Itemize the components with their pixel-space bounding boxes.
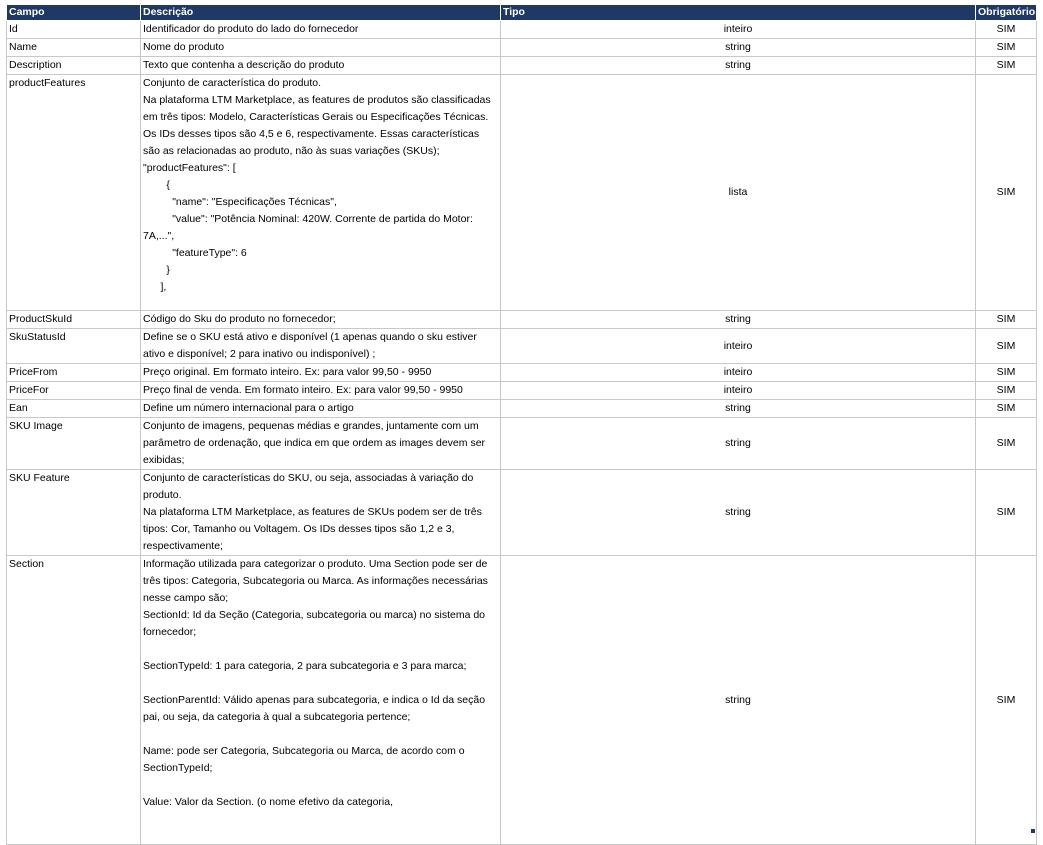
cell-descricao[interactable]: Texto que contenha a descrição do produto xyxy=(141,57,501,75)
table-row xyxy=(7,382,1037,400)
header-obrigatorio[interactable]: Obrigatório xyxy=(976,5,1037,21)
cell-descricao[interactable]: Informação utilizada para categorizar o produto. Uma Section pode ser de três tipos: Categoria, Subcategoria ou Marca. As informações necessárias nesse campo são; SectionId: Id da Seção (Categoria, subcategoria ou marca) no sistema do fornecedor; SectionTypeId: 1 para categoria, 2 para subcategoria e 3 para marca; SectionParentId: Válido apenas para subcategoria, e indica o Id da seção pai, ou seja, da categoria à qual a subcategoria pertence; Name: pode ser Categoria, Subcategoria ou Marca, de acordo com o SectionTypeId; Value: Valor da Section. (o nome efetivo da categoria, xyxy=(141,556,501,845)
table-row xyxy=(7,418,1037,470)
resize-handle[interactable] xyxy=(1031,829,1035,833)
cell-obrigatorio[interactable]: SIM xyxy=(976,418,1037,470)
table-row xyxy=(7,39,1037,57)
cell-descricao[interactable]: Nome do produto xyxy=(141,39,501,57)
cell-descricao[interactable]: Código do Sku do produto no fornecedor; xyxy=(141,311,501,329)
cell-descricao[interactable]: Preço final de venda. Em formato inteiro. Ex: para valor 99,50 - 9950 xyxy=(141,382,501,400)
table-row xyxy=(7,57,1037,75)
cell-tipo[interactable]: string xyxy=(501,311,976,329)
cell-campo[interactable]: SKU Image xyxy=(7,418,141,470)
cell-obrigatorio[interactable]: SIM xyxy=(976,311,1037,329)
cell-campo[interactable]: PriceFor xyxy=(7,382,141,400)
cell-tipo[interactable]: string xyxy=(501,418,976,470)
cell-tipo[interactable]: string xyxy=(501,556,976,845)
cell-tipo[interactable]: string xyxy=(501,400,976,418)
cell-campo[interactable]: Description xyxy=(7,57,141,75)
table-row xyxy=(7,556,1037,845)
cell-descricao[interactable]: Identificador do produto do lado do fornecedor xyxy=(141,21,501,39)
cell-obrigatorio[interactable]: SIM xyxy=(976,556,1037,845)
cell-tipo[interactable]: inteiro xyxy=(501,364,976,382)
cell-descricao[interactable]: Conjunto de características do SKU, ou seja, associadas à variação do produto. Na plataforma LTM Marketplace, as features de SKUs podem ser de três tipos: Cor, Tamanho ou Voltagem. Os IDs desses tipos são 1,2 e 3, respectivamente; xyxy=(141,470,501,556)
cell-descricao[interactable]: Define se o SKU está ativo e disponível (1 apenas quando o sku estiver ativo e disponível; 2 para inativo ou indisponível) ; xyxy=(141,329,501,364)
header-descricao[interactable]: Descrição xyxy=(141,5,501,21)
fields-table xyxy=(6,4,1037,845)
table-row xyxy=(7,329,1037,364)
cell-campo[interactable]: Name xyxy=(7,39,141,57)
cell-campo[interactable]: Ean xyxy=(7,400,141,418)
table-row xyxy=(7,400,1037,418)
header-campo[interactable]: Campo xyxy=(7,5,141,21)
cell-tipo[interactable]: inteiro xyxy=(501,21,976,39)
cell-campo[interactable]: productFeatures xyxy=(7,75,141,311)
cell-campo[interactable]: PriceFrom xyxy=(7,364,141,382)
cell-tipo[interactable]: string xyxy=(501,57,976,75)
cell-obrigatorio[interactable]: SIM xyxy=(976,470,1037,556)
table-row xyxy=(7,311,1037,329)
header-tipo[interactable]: Tipo xyxy=(501,5,976,21)
table-row xyxy=(7,75,1037,311)
cell-obrigatorio[interactable]: SIM xyxy=(976,57,1037,75)
cell-campo[interactable]: Section xyxy=(7,556,141,845)
header-row xyxy=(7,5,1037,21)
cell-obrigatorio[interactable]: SIM xyxy=(976,364,1037,382)
cell-obrigatorio[interactable]: SIM xyxy=(976,39,1037,57)
table-row xyxy=(7,364,1037,382)
cell-tipo[interactable]: inteiro xyxy=(501,329,976,364)
spreadsheet xyxy=(6,4,1036,845)
cell-campo[interactable]: ProductSkuId xyxy=(7,311,141,329)
cell-campo[interactable]: SkuStatusId xyxy=(7,329,141,364)
cell-descricao[interactable]: Conjunto de imagens, pequenas médias e grandes, juntamente com um parâmetro de ordenação, que indica em que ordem as images devem ser exibidas; xyxy=(141,418,501,470)
cell-tipo[interactable]: string xyxy=(501,39,976,57)
cell-descricao[interactable]: Preço original. Em formato inteiro. Ex: para valor 99,50 - 9950 xyxy=(141,364,501,382)
cell-obrigatorio[interactable]: SIM xyxy=(976,382,1037,400)
cell-obrigatorio[interactable]: SIM xyxy=(976,21,1037,39)
table-row xyxy=(7,470,1037,556)
cell-descricao[interactable]: Conjunto de característica do produto. Na plataforma LTM Marketplace, as features de produtos são classificadas em três tipos: Modelo, Características Gerais ou Especificações Técnicas. Os IDs desses tipos são 4,5 e 6, respectivamente. Essas características são as relacionadas ao produto, não às suas variações (SKUs); "productFeatures": [ { "name": "Especificações Técnicas", "value": "Potência Nominal: 420W. Corrente de partida do Motor: 7A,...", "featureType": 6 } ], xyxy=(141,75,501,311)
cell-campo[interactable]: Id xyxy=(7,21,141,39)
cell-tipo[interactable]: inteiro xyxy=(501,382,976,400)
cell-tipo[interactable]: string xyxy=(501,470,976,556)
cell-obrigatorio[interactable]: SIM xyxy=(976,329,1037,364)
cell-obrigatorio[interactable]: SIM xyxy=(976,400,1037,418)
cell-obrigatorio[interactable]: SIM xyxy=(976,75,1037,311)
cell-descricao[interactable]: Define um número internacional para o artigo xyxy=(141,400,501,418)
table-row xyxy=(7,21,1037,39)
cell-tipo[interactable]: lista xyxy=(501,75,976,311)
cell-campo[interactable]: SKU Feature xyxy=(7,470,141,556)
